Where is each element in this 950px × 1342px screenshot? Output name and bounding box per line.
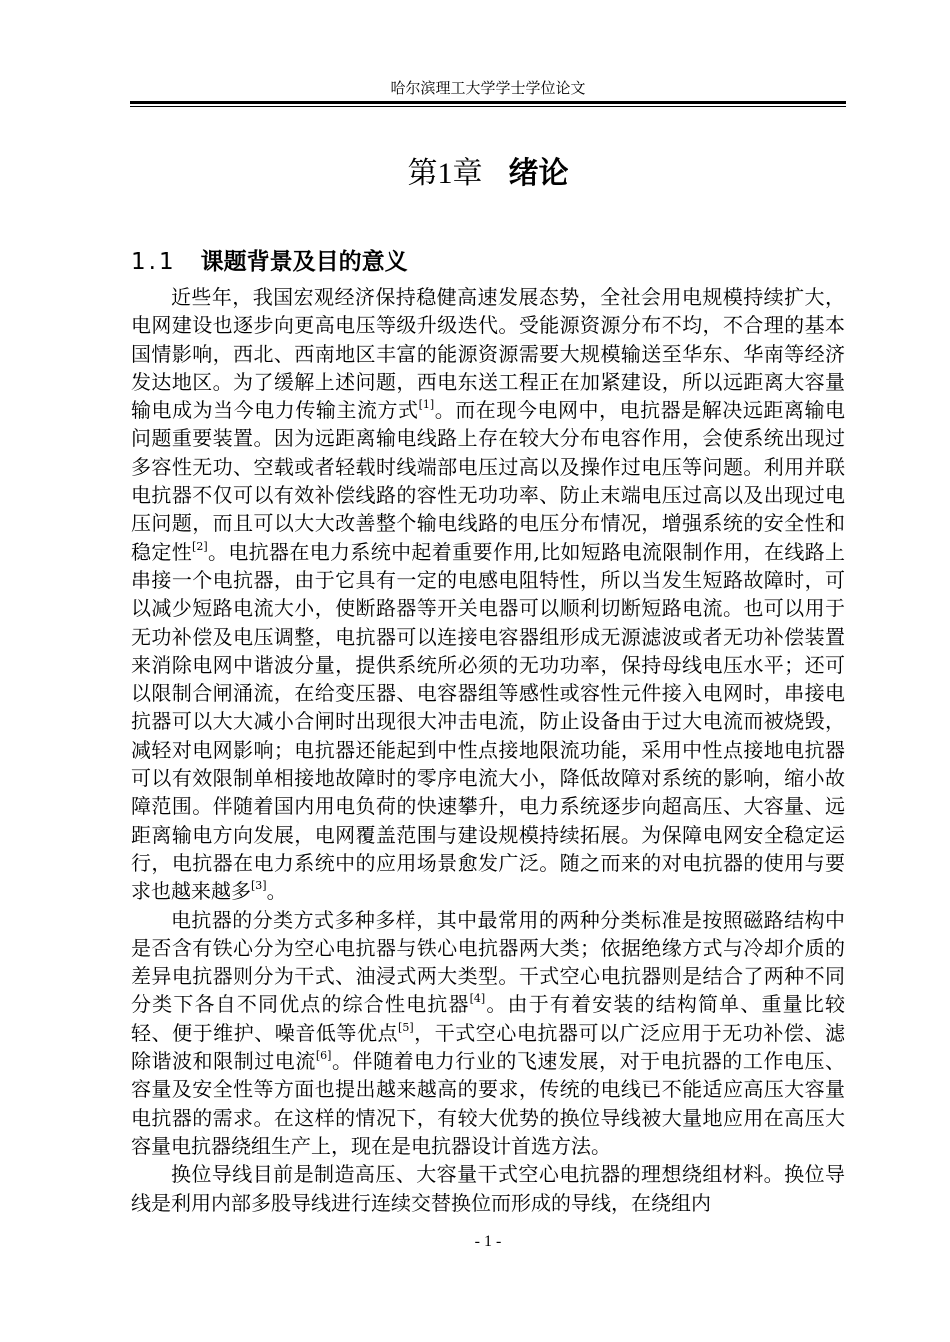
section-number: 1.1 (131, 249, 177, 275)
paragraph-3 (131, 1160, 845, 1217)
paragraph-text: 电抗器的分类方式多种多样，其中最常用的两种分类标准是按照磁路结构中是否含有铁心分为空心电抗器与铁心电抗器两大类；依据绝缘方式与冷却介质的差异电抗器则分为干式、油浸式两大类型。干式空心电抗器则是结合了两种不同分类下各自不同优点的综合性电抗器 (131, 907, 845, 1017)
citation-ref: [6] (315, 1049, 332, 1063)
citation-ref: [4] (469, 992, 486, 1006)
paragraph-text: ，干式空心电抗器可以广泛应用于无功补偿、滤除谐波和限制过电流 (131, 1020, 846, 1074)
citation-ref: [2] (192, 539, 208, 553)
page-number: - 1 - (474, 1233, 502, 1250)
header-rule-thick (130, 101, 846, 104)
header-rule-thin (130, 106, 846, 107)
citation-ref: [1] (418, 398, 435, 412)
chapter-number: 第1章 (407, 157, 483, 190)
running-header: 哈尔滨理工大学学士学位论文 (390, 79, 586, 97)
body-text (131, 283, 845, 1217)
paragraph-text: 。由于有着安装的结构简单、重量比较轻、便于维护、噪音低等优点 (131, 992, 846, 1045)
section-title-text: 课题背景及目的意义 (200, 249, 408, 275)
paragraph-text: 换位导线目前是制造高压、大容量干式空心电抗器的理想绕组材料。换位导线是利用内部多股导线进行连续交替换位而形成的导线，在绕组内 (131, 1162, 845, 1215)
paragraph-text: 。电抗器在电力系统中起着重要作用,比如短路电流限制作用，在线路上串接一个电抗器，由于它具有一定的电感电阻特性，所以当发生短路故障时，可以减少短路电流大小，使断路器等开关电器可以顺利切断短路电流。也可以用于无功补偿及电压调整，电抗器可以连接电容器组形成无源滤波或者无功补偿装置来消除电网中谐波分量，提供系统所必须的无功功率，保持母线电压水平；还可以限制合闸涌流，在给变压器、电容器组等感性或容性元件接入电网时，串接电抗器可以大大减小合闸时出现很大冲击电流，防止设备由于过大电流而被烧毁，减轻对电网影响；电抗器还能起到中性点接地限流功能，采用中性点接地电抗器可以有效限制单相接地故障时的零序电流大小，降低故障对系统的影响，缩小故障范围。伴随着国内用电负荷的快速攀升，电力系统逐步向超高压、大容量、远距离输电方向发展，电网覆盖范围与建设规模持续拓展。为保障电网安全稳定运行，电抗器在电力系统中的应用场景愈发广泛。随之而来的对电抗器的使用与要求也越来越多 (131, 539, 846, 904)
chapter-title-text: 绪论 (508, 156, 569, 191)
citation-ref: [3] (251, 879, 267, 893)
paragraph-1 (131, 283, 845, 906)
paragraph-text: 。 (266, 879, 287, 904)
chapter-title (130, 150, 846, 198)
section-heading (131, 244, 408, 280)
paragraph-2 (131, 906, 845, 1161)
citation-ref: [5] (398, 1020, 414, 1034)
paragraph-text: 。伴随着电力行业的飞速发展，对于电抗器的工作电压、容量及安全性等方面也提出越来越高的要求，传统的电线已不能适应高压大容量电抗器的需求。在这样的情况下，有较大优势的换位导线被大量地应用在高压大容量电抗器绕组生产上，现在是电抗器设计首选方法。 (131, 1049, 846, 1158)
paragraph-text: 近些年，我国宏观经济保持稳健高速发展态势，全社会用电规模持续扩大，电网建设也逐步向更高电压等级升级迭代。受能源资源分布不均，不合理的基本国情影响，西北、西南地区丰富的能源资源需要大规模输送至华东、华南等经济发达地区。为了缓解上述问题，西电东送工程正在加紧建设，所以远距离大容量输电成为当今电力传输主流方式 (131, 285, 845, 423)
paragraph-text: 。而在现今电网中，电抗器是解决远距离输电问题重要装置。因为远距离输电线路上存在较大分布电容作用，会使系统出现过多容性无功、空载或者轻载时线端部电压过高以及操作过电压等问题。利用并联电抗器不仅可以有效补偿线路的容性无功功率、防止末端电压过高以及出现过电压问题，而且可以大大改善整个输电线路的电压分布情况，增强系统的安全性和稳定性 (131, 398, 846, 564)
